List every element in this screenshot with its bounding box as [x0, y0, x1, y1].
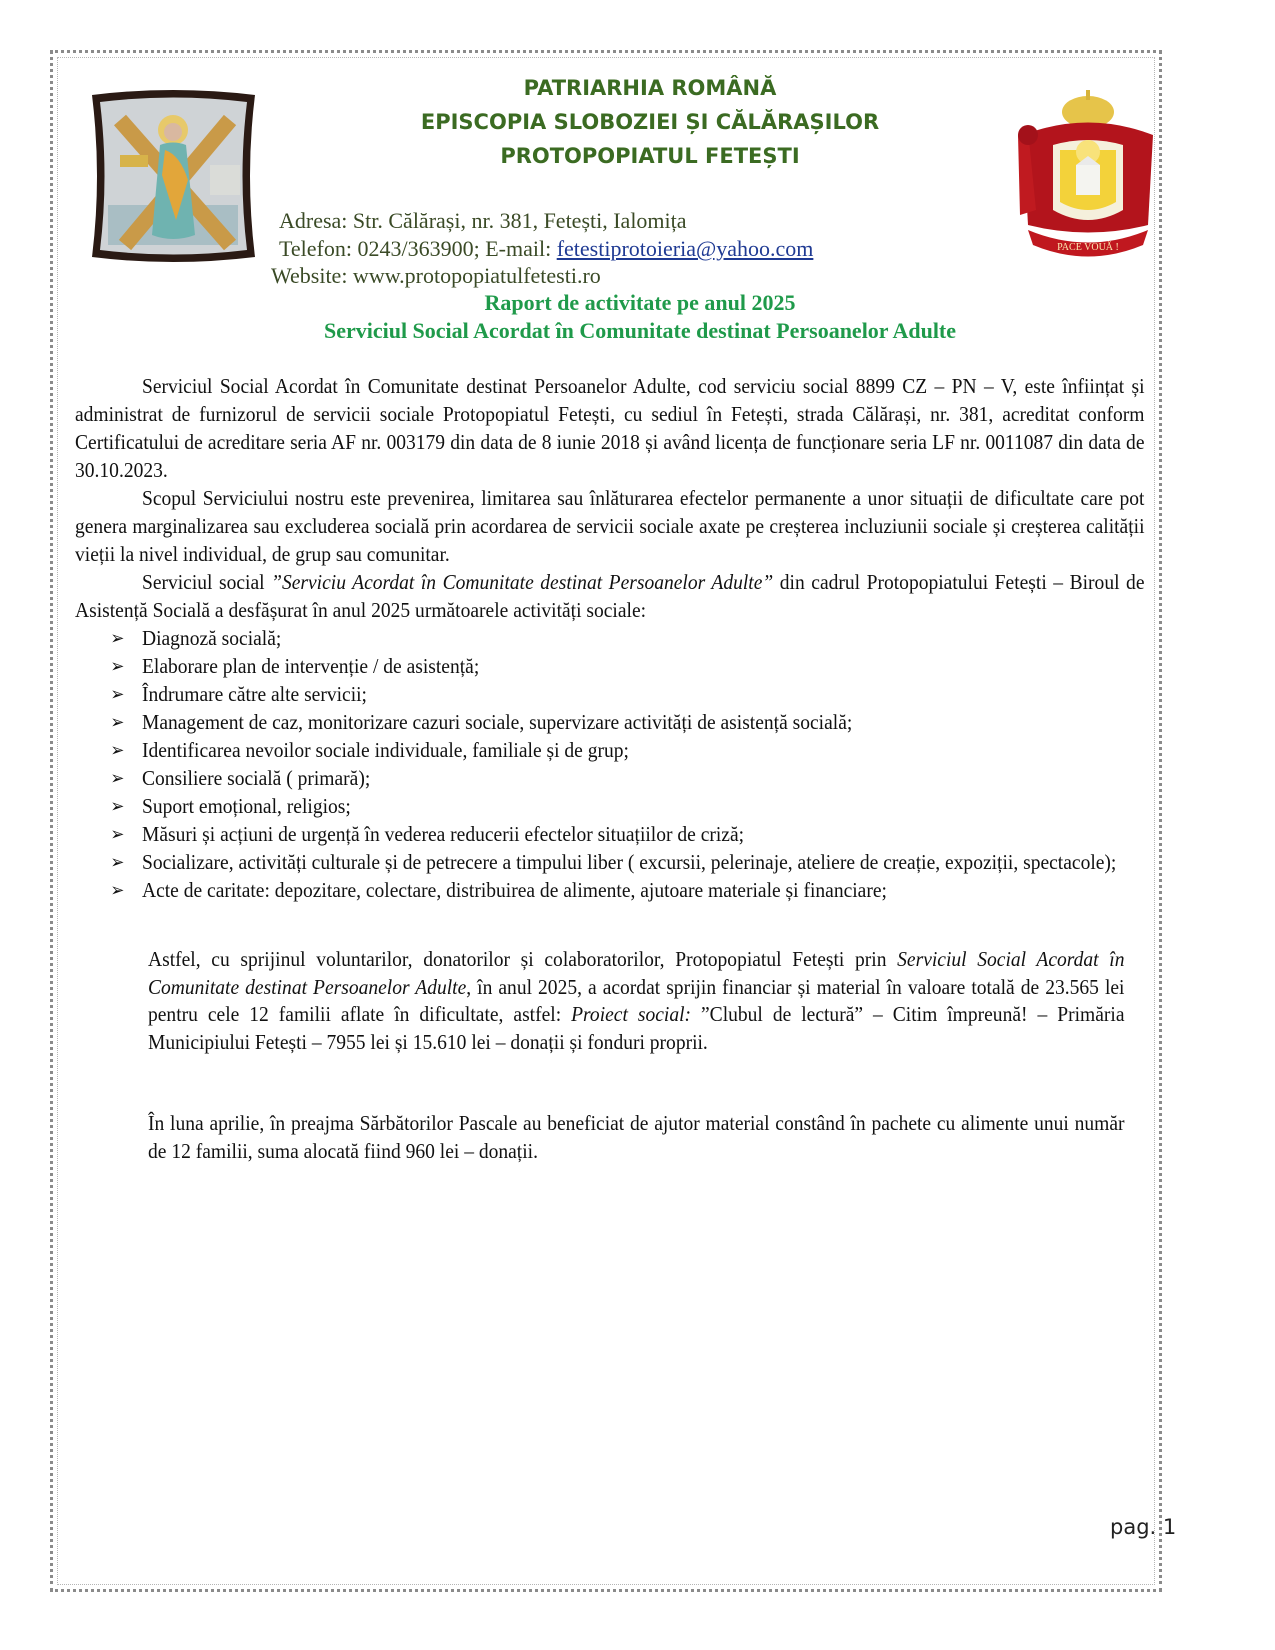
arrow-bullet-icon: ➢ — [110, 880, 125, 900]
address-line: Adresa: Str. Călărași, nr. 381, Fetești, Ialomița — [279, 208, 687, 233]
arrow-bullet-icon: ➢ — [110, 768, 125, 788]
paragraph-purpose: Scopul Serviciului nostru este prevenirea, limitarea sau înlăturarea efectelor permanente a unor situații de dificultate care pot genera marginalizarea sau excluderea socială prin acordarea de servicii sociale axate pe creșterea incluziunii sociale și creșterea calității vieții la nivel individual, de grup sau comunitar. — [75, 486, 1145, 566]
paragraph-easter: În luna aprilie, în preajma Sărbătorilor Pascale au beneficiat de ajutor material constând în pachete cu alimente unui număr de 12 familii, suma alocată fiind 960 lei – donații. — [148, 1111, 1125, 1163]
arrow-bullet-icon: ➢ — [110, 852, 125, 872]
phone-text: Telefon: 0243/363900; E-mail: — [279, 236, 557, 261]
arrow-bullet-icon: ➢ — [110, 712, 125, 732]
page-number: pag. 1 — [1110, 1515, 1177, 1539]
list-item: ➢ Identificarea nevoilor sociale individuale, familiale și de grup; — [110, 738, 629, 762]
body-text — [75, 372, 1145, 904]
list-item: ➢ Acte de caritate: depozitare, colectare, distribuirea de alimente, ajutoare materiale și financiare; — [110, 878, 887, 902]
list-item: ➢ Elaborare plan de intervenție / de asistență; — [110, 654, 480, 678]
arrow-bullet-icon: ➢ — [110, 684, 125, 704]
list-item: ➢ Măsuri și acțiuni de urgență în vederea reducerii efectelor situațiilor de criză; — [110, 822, 745, 846]
header-episcopate: EPISCOPIA SLOBOZIEI ȘI CĂLĂRAȘILOR — [420, 110, 880, 134]
list-item: ➢ Îndrumare către alte servicii; — [110, 682, 367, 706]
arrow-bullet-icon: ➢ — [110, 656, 125, 676]
arrow-bullet-icon: ➢ — [110, 740, 125, 760]
report-title: Raport de activitate pe anul 2025 — [484, 290, 796, 315]
phone-email-line — [279, 236, 813, 262]
arrow-bullet-icon: ➢ — [110, 796, 125, 816]
paragraph-intro: Serviciul Social Acordat în Comunitate destinat Persoanelor Adulte, cod serviciu social 8899 CZ – PN – V, este înființat și administrat de furnizorul de servicii sociale Protopopiatul Fetești, cu sediul în Fetești, strada Călărași, nr. 381, acreditat conform Certificatului de acreditare seria AF nr. 003179 din data de 8 iunie 2018 și având licența de funcționare seria LF nr. 0011087 din data de 30.10.2023. — [75, 374, 1145, 482]
arrow-bullet-icon: ➢ — [110, 824, 125, 844]
list-item: ➢ Management de caz, monitorizare cazuri sociale, supervizare activități de asistență socială; — [110, 710, 853, 734]
list-item: ➢ Suport emoțional, religios; — [110, 794, 351, 818]
activities-list — [75, 624, 1145, 904]
saint-andrew-icon — [80, 85, 267, 267]
list-item: ➢ Socializare, activități culturale și de petrecere a timpului liber ( excursii, pelerinaje, ateliere de creație, expoziții, spectacole); — [110, 850, 1117, 874]
emblem-motto: PACE VOUĂ ! — [1057, 242, 1119, 253]
paragraph-support: Astfel, cu sprijinul voluntarilor, donatorilor și colaboratorilor, Protopopiatul Fetești prin Serviciul Social Acordat în Comunitate destinat Persoanelor Adulte, în anul 2025, a acordat sprijin financiar și material în valoare totală de 23.565 lei pentru cele 12 familii aflate în dificultate, astfel: Proiect social: ”Clubul de lectură” – Citim împreună! – Primăria Municipiului Fetești – 7955 lei și 15.610 lei – donații și fonduri proprii. — [148, 947, 1125, 1054]
header-protopopiat: PROTOPOPIATUL FETEȘTI — [500, 144, 800, 168]
header-patriarchate: PATRIARHIA ROMÂNĂ — [523, 76, 777, 100]
email-link[interactable]: fetestiprotoieria@yahoo.com — [556, 236, 814, 261]
website-line: Website: www.protopopiatulfetesti.ro — [271, 263, 601, 288]
list-item: ➢ Consiliere socială ( primară); — [110, 766, 371, 790]
coat-of-arms-emblem — [998, 90, 1178, 270]
paragraph-activities-intro: Serviciul social ”Serviciu Acordat în Comunitate destinat Persoanelor Adulte” din cadrul Protopopiatului Fetești – Biroul de Asistență Socială a desfășurat în anul 2025 următoarele activități sociale: — [75, 570, 1145, 622]
report-subtitle: Serviciul Social Acordat în Comunitate destinat Persoanelor Adulte — [323, 318, 957, 343]
list-item: ➢ Diagnoză socială; — [110, 626, 282, 650]
arrow-bullet-icon: ➢ — [110, 628, 125, 648]
